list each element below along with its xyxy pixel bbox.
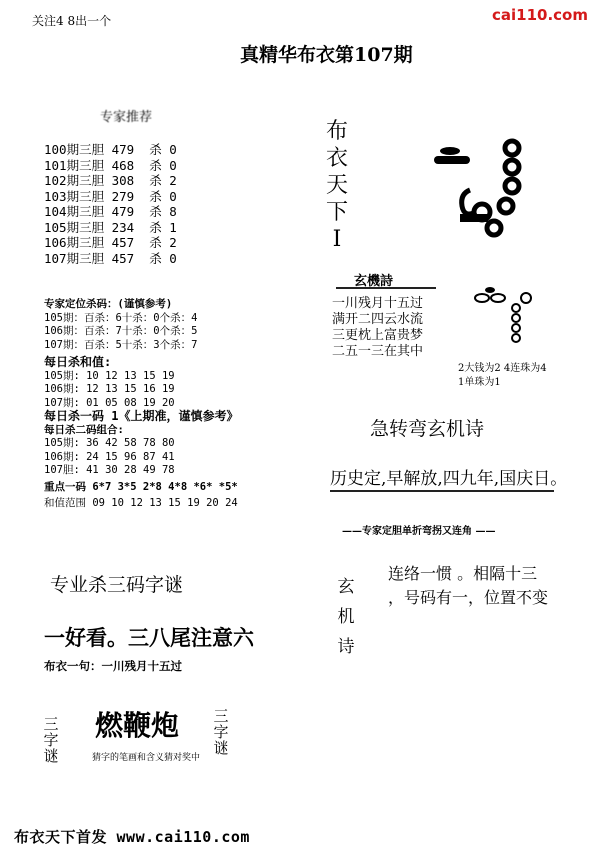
bead-figure-large — [420, 132, 570, 242]
position-kill-row: 105期：百杀：6十杀：0个杀：4 — [44, 311, 198, 324]
bead-icon — [505, 179, 519, 193]
kill-two-row: 107胆: 41 30 28 49 78 — [44, 464, 175, 476]
bead-note: 1单珠为1 — [458, 377, 501, 388]
bead-icon — [512, 334, 520, 342]
kill-two-title: 每日杀二码组合: — [44, 423, 124, 436]
coin-icon — [485, 287, 495, 293]
riddle-note: 猜字的笔画和含义猜对奖中 — [92, 753, 201, 763]
bead-figure-small — [470, 286, 550, 356]
expert-line: ——专家定胆单折弯拐又连角 —— — [342, 526, 496, 537]
vertical-title: 布衣天下I — [325, 119, 348, 252]
coin-icon — [440, 147, 460, 155]
position-kill-title: 专家定位杀码：(谨慎参考) — [44, 298, 173, 310]
bead-icon — [474, 204, 490, 220]
position-kill-row: 106期：百杀：7十杀：0个杀：5 — [44, 325, 198, 337]
pingping-row: 102期三胆 308 杀 2 — [44, 173, 177, 188]
bead-icon — [505, 160, 519, 174]
poem-line: 满开二四云水流 — [332, 312, 424, 327]
sum-kill-row: 107期: 01 05 08 19 20 — [44, 396, 175, 409]
poem — [332, 296, 423, 360]
riddle-text: 燃鞭炮 — [95, 709, 180, 742]
history-line: 历史定,早解放,四九年,国庆日。 — [330, 469, 568, 489]
pingping-row: 107期三胆 457 杀 0 — [44, 250, 177, 266]
poem-line: 二五一三在其中 — [332, 344, 424, 359]
coin-icon — [434, 156, 470, 164]
bead-icon — [505, 141, 519, 155]
sum-kill-row: 106期: 12 13 15 16 19 — [44, 383, 175, 395]
expert-section — [44, 298, 238, 511]
lianluo-text — [388, 562, 548, 610]
coin-icon — [491, 294, 505, 302]
pingping-row: 104期三胆 479 杀 8 — [44, 204, 177, 219]
bead-icon — [487, 221, 501, 235]
riddle-poem-title: 急转弯玄机诗 — [370, 418, 485, 440]
bead-icon — [512, 314, 520, 322]
riddle-label-left: 三字谜 — [43, 715, 59, 765]
kill-two-row: 105期: 36 42 58 78 80 — [44, 437, 175, 449]
key-number-line: 重点一码 6*7 3*5 2*8 4*8 *6* *5* — [44, 480, 238, 493]
position-kill-row: 107期：百杀：5十杀：3个杀：7 — [44, 338, 198, 351]
pingping-row: 106期三胆 457 杀 2 — [44, 235, 177, 250]
footer-text[interactable]: 布衣天下首发 www.cai110.com — [14, 828, 250, 846]
buyi-quote: 布衣一句：一川残月十五过 — [44, 659, 182, 673]
pingping-row: 105期三胆 234 杀 1 — [44, 219, 177, 235]
bead-notes — [458, 362, 547, 390]
poem-line: 三更枕上富贵梦 — [332, 328, 424, 343]
sum-kill-title: 每日杀和值: — [44, 355, 112, 369]
bead-icon — [512, 324, 520, 332]
pingping-row: 100期三胆 479 杀 0 — [44, 142, 177, 157]
poem-line: 一川残月十五过 — [332, 296, 424, 311]
divider — [330, 490, 554, 492]
kill-three-title: 专业杀三码字谜 — [50, 574, 184, 596]
sum-range-line: 和值范围 09 10 12 13 15 19 20 24 — [44, 497, 238, 509]
site-logo[interactable]: cai110.com — [492, 6, 588, 24]
kill-one-title: 每日杀一码 1《上期准，谨慎参考》 — [44, 409, 239, 423]
xuanji-title: 玄机诗 — [337, 577, 355, 657]
kill-two-row: 106期: 24 15 96 87 41 — [44, 450, 175, 463]
bead-note: 2大钱为2 4连珠为4 — [458, 363, 547, 374]
poem-title: 玄機詩 — [354, 274, 394, 289]
page-title: 真精华布衣第107期 — [240, 44, 413, 66]
riddle-label-right: 三字谜 — [213, 707, 229, 757]
pingping-row: 101期三胆 468 杀 0 — [44, 157, 177, 173]
bead-icon — [521, 293, 531, 303]
pingping-title: 专家推荐 — [100, 110, 153, 125]
lianluo-line: ，号码有一，位置不变 — [388, 588, 549, 607]
pingping-row: 103期三胆 279 杀 0 — [44, 188, 177, 204]
bead-icon — [512, 304, 520, 312]
coin-icon — [475, 294, 489, 302]
bead-icon — [499, 199, 513, 213]
header-note: 关注4 8出一个 — [32, 14, 112, 28]
pingping-table — [44, 142, 177, 266]
sum-kill-row: 105期: 10 12 13 15 19 — [44, 369, 175, 382]
kill-three-riddle: 一好看。三八尾注意六 — [44, 625, 254, 650]
lianluo-line: 连络一惯 。相隔十三 — [388, 564, 538, 583]
